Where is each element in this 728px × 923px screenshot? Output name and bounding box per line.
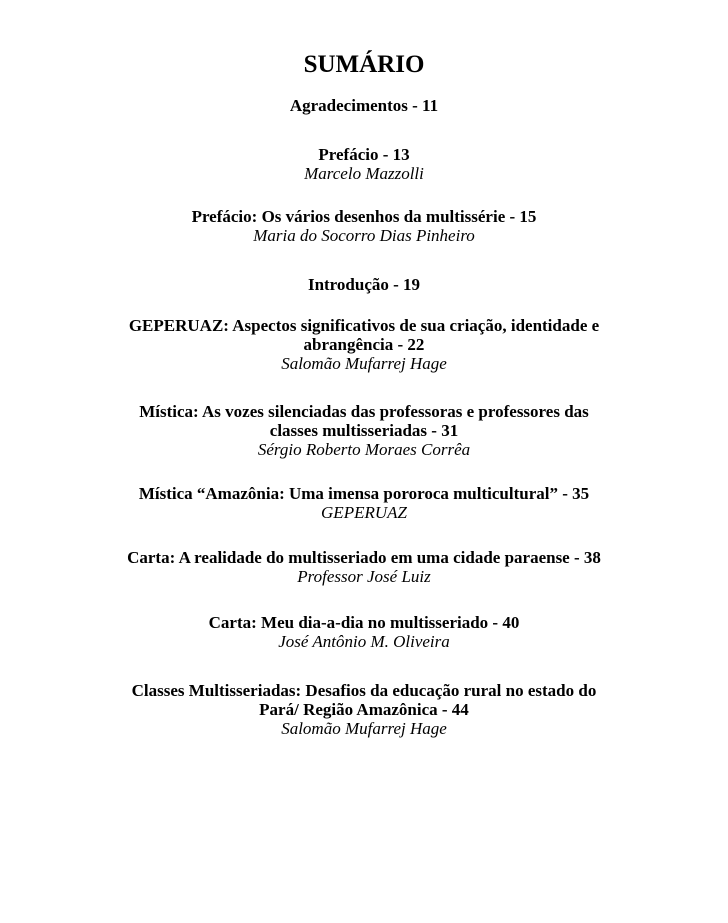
toc-entry-title: Prefácio - 13	[318, 145, 410, 164]
toc-entry-title: Introdução - 19	[307, 275, 421, 294]
toc-entry-geperuaz-aspectos	[104, 316, 624, 374]
toc-entry-author: Salomão Mufarrej Hage	[281, 719, 447, 738]
toc-entry-title: Prefácio: Os vários desenhos da multissérie - 15	[191, 207, 537, 226]
toc-entry-carta-dia-a-dia	[104, 613, 624, 652]
toc-entry-title: Carta: Meu dia-a-dia no multisseriado - 40	[208, 613, 520, 632]
toc-entry-author: Sérgio Roberto Moraes Corrêa	[257, 440, 471, 459]
toc-entry-title-line-2: classes multisseriadas - 31	[269, 421, 459, 440]
toc-entry-introducao	[104, 275, 624, 295]
toc-entry-title: Mística “Amazônia: Uma imensa pororoca multicultural” - 35	[138, 484, 590, 503]
toc-entry-author: Maria do Socorro Dias Pinheiro	[253, 226, 475, 245]
toc-entry-carta-realidade	[104, 548, 624, 587]
toc-entry-mistica-amazonia	[104, 484, 624, 523]
toc-entry-author: GEPERUAZ	[321, 503, 407, 522]
page-title: SUMÁRIO	[303, 51, 425, 78]
toc-entry-prefacio-pinheiro	[104, 207, 624, 246]
toc-entry-mistica-vozes	[104, 402, 624, 460]
toc-entry-prefacio-mazzolli	[104, 145, 624, 184]
toc-entry-author: Salomão Mufarrej Hage	[281, 354, 447, 373]
toc-entry-classes-multisseriadas	[104, 681, 624, 739]
toc-entry-author: José Antônio M. Oliveira	[278, 632, 450, 651]
toc-entry-title: Agradecimentos - 11	[289, 96, 439, 115]
toc-entry-title-line-1: Mística: As vozes silenciadas das professoras e professores das	[139, 402, 589, 421]
toc-entry-title-line-1: GEPERUAZ: Aspectos significativos de sua criação, identidade e	[128, 316, 600, 335]
toc-entry-title-line-2: Pará/ Região Amazônica - 44	[259, 700, 469, 719]
toc-entry-title-line-1: Classes Multisseriadas: Desafios da educação rural no estado do	[131, 681, 597, 700]
toc-entry-title-line-2: abrangência - 22	[303, 335, 425, 354]
toc-entry-author: Marcelo Mazzolli	[304, 164, 424, 183]
toc-entry-author: Professor José Luiz	[297, 567, 431, 586]
toc-entry-title: Carta: A realidade do multisseriado em uma cidade paraense - 38	[127, 548, 601, 567]
toc-entry-agradecimentos	[104, 96, 624, 116]
